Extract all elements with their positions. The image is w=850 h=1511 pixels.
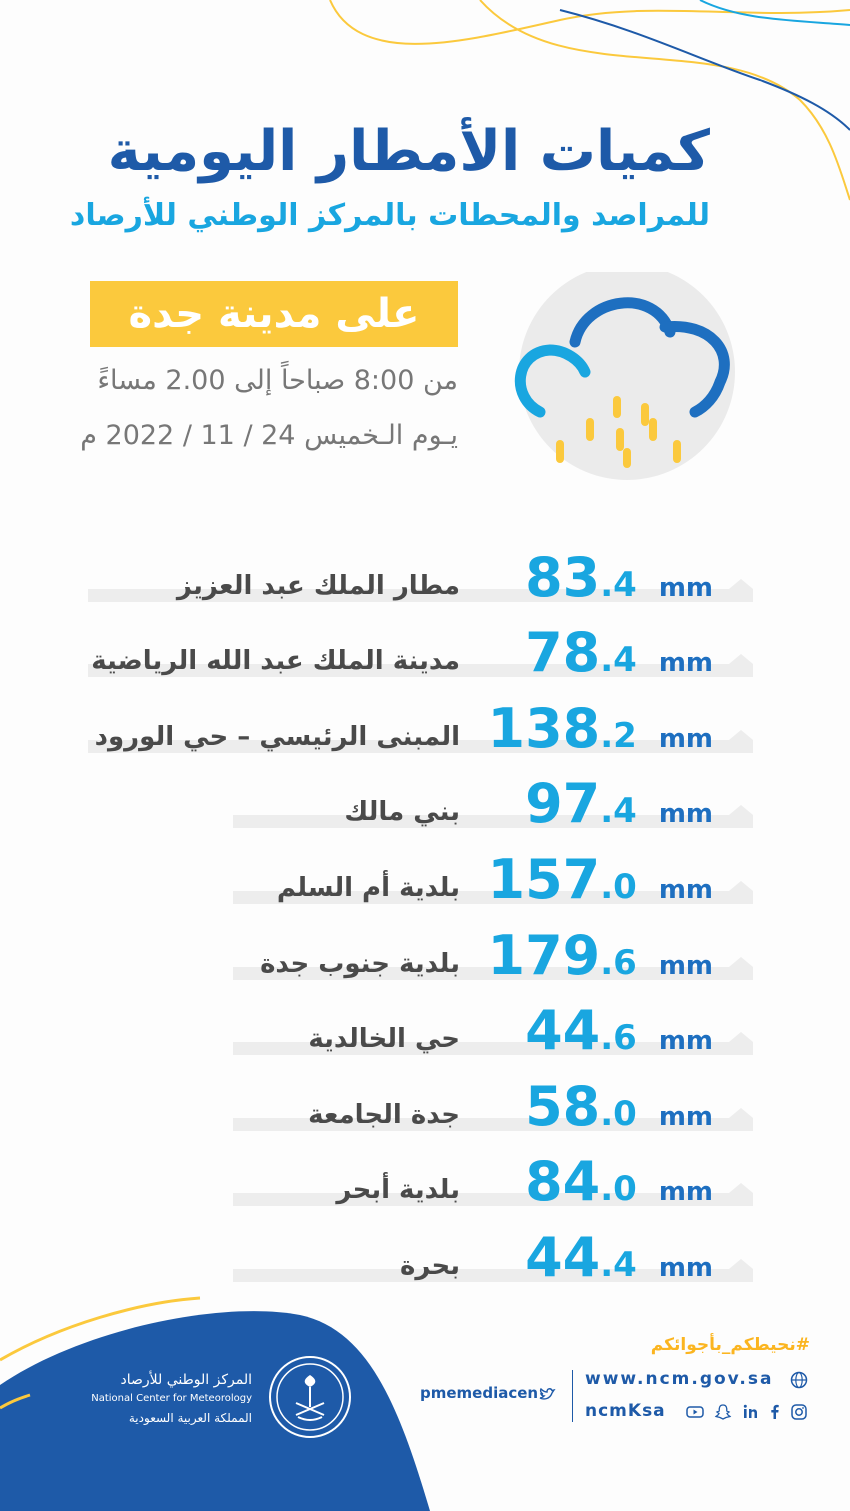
value-int: 58: [525, 1074, 601, 1138]
station-name: جدة الجامعة: [308, 1099, 460, 1130]
station-value: [525, 999, 713, 1062]
value-int: 83: [525, 545, 601, 609]
station-name: بلدية أم السلم: [276, 872, 460, 903]
value-int: 44: [525, 1225, 601, 1289]
list-item: [88, 913, 753, 989]
facebook-icon[interactable]: [766, 1403, 784, 1421]
station-name: حي الخالدية: [308, 1024, 460, 1055]
value-int: 179: [487, 923, 601, 987]
value-dec: .4: [600, 564, 637, 605]
website-link[interactable]: www.ncm.gov.sa: [585, 1369, 774, 1389]
station-name: مدينة الملك عبد الله الرياضية: [91, 646, 460, 677]
value-dec: .6: [600, 1018, 637, 1059]
kingdom-name: المملكة العربية السعودية: [128, 1411, 252, 1425]
station-value: [488, 848, 714, 911]
report-date: يـوم الـخميس 24 / 11 / 2022 م: [80, 420, 458, 451]
unit-label: mm: [658, 799, 713, 830]
unit-label: mm: [658, 1026, 713, 1057]
station-value: [525, 621, 713, 684]
value-int: 84: [525, 1150, 601, 1214]
list-item: [88, 1064, 753, 1140]
ncm-logo: [268, 1355, 352, 1439]
rainfall-list: [88, 535, 753, 1291]
instagram-icon[interactable]: [790, 1403, 808, 1421]
value-dec: .0: [600, 1093, 637, 1134]
unit-label: mm: [658, 950, 713, 981]
station-name: مطار الملك عبد العزيز: [176, 570, 460, 601]
value-dec: .0: [600, 866, 637, 907]
org-name-arabic: المركز الوطني للأرصاد: [120, 1372, 252, 1388]
station-name: بلدية أبحر: [336, 1175, 460, 1206]
city-banner: [90, 281, 458, 347]
time-range: من 8:00 صباحاً إلى 2.00 مساءً: [97, 365, 458, 396]
list-item: [88, 535, 753, 611]
twitter-handle[interactable]: pmemediacen: [420, 1384, 539, 1402]
list-item: [88, 1140, 753, 1216]
org-name-english: National Center for Meteorology: [91, 1393, 252, 1404]
station-value: [525, 546, 713, 609]
value-dec: .4: [600, 1244, 637, 1285]
unit-label: mm: [658, 874, 713, 905]
page-subtitle: للمراصد والمحطات بالمركز الوطني للأرصاد: [69, 198, 710, 233]
station-name: بلدية جنوب جدة: [260, 948, 460, 979]
station-value: [488, 697, 714, 760]
city-label: على مدينة جدة: [128, 291, 420, 337]
list-item: [88, 989, 753, 1065]
station-name: بني مالك: [344, 797, 460, 828]
unit-label: mm: [658, 1101, 713, 1132]
value-int: 97: [525, 772, 601, 836]
value-dec: .2: [600, 715, 637, 756]
footer-divider: [572, 1370, 573, 1422]
snapchat-icon[interactable]: [714, 1403, 732, 1421]
station-value: [525, 772, 713, 835]
list-item: [88, 1215, 753, 1291]
value-int: 78: [525, 621, 601, 685]
social-handle[interactable]: ncmKsa: [585, 1401, 666, 1421]
station-value: [525, 1150, 713, 1213]
cloud-rain-icon: [505, 272, 755, 482]
unit-label: mm: [658, 1252, 713, 1283]
list-item: [88, 611, 753, 687]
value-int: 44: [525, 999, 601, 1063]
linkedin-icon[interactable]: [742, 1403, 760, 1421]
twitter-icon[interactable]: [538, 1385, 556, 1403]
station-value: [525, 1075, 713, 1138]
page-title: كميات الأمطار اليومية: [107, 119, 710, 184]
value-dec: .4: [600, 791, 637, 832]
list-item: [88, 762, 753, 838]
station-name: المبنى الرئيسي – حي الورود: [94, 721, 460, 752]
unit-label: mm: [658, 572, 713, 603]
unit-label: mm: [658, 648, 713, 679]
value-dec: .0: [600, 1169, 637, 1210]
hashtag: #نحيطكم_بأجوائكم: [650, 1335, 810, 1355]
station-name: بحرة: [399, 1250, 460, 1281]
unit-label: mm: [658, 1177, 713, 1208]
value-int: 157: [487, 847, 601, 911]
station-value: [488, 924, 714, 987]
station-value: [525, 1226, 713, 1289]
value-dec: .4: [600, 640, 637, 681]
list-item: [88, 686, 753, 762]
list-item: [88, 837, 753, 913]
youtube-icon[interactable]: [686, 1403, 704, 1421]
value-int: 138: [487, 696, 601, 760]
unit-label: mm: [658, 723, 713, 754]
globe-icon: [790, 1371, 808, 1389]
value-dec: .6: [600, 942, 637, 983]
